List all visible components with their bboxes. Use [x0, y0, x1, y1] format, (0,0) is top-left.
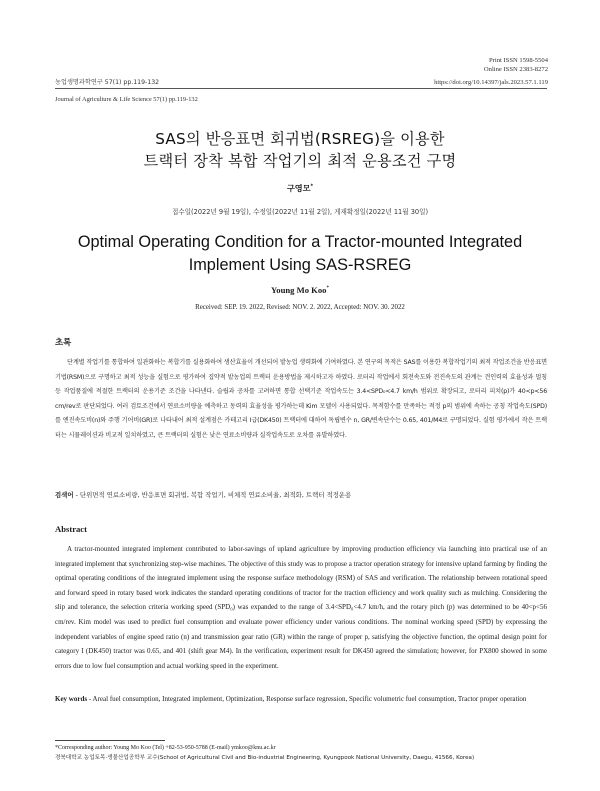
journal-citation-en: Journal of Agriculture & Life Science 57(1) pp.119-132: [55, 96, 198, 103]
print-issn: Print ISSN 1598-5504: [489, 57, 548, 64]
footnote-affiliation: 경북대학교 농업토목·생물산업공학부 교수(School of Agricultural Civil and Bio-industrial Engineering, Kyungpook National University, Daegu, 41566, Korea): [55, 755, 475, 761]
title-en-line-2: Implement Using SAS-RSREG: [188, 256, 412, 274]
keywords-en-label: Key words: [55, 695, 88, 703]
author-en: [0, 285, 600, 295]
dates-en: Received: SEP. 19. 2022, Revised: NOV. 2. 2022, Accepted: NOV. 30. 2022: [195, 304, 405, 311]
header-rule: [55, 88, 547, 89]
abstract-kr-text: 단계별 작업기를 통합하여 일관화하는 복합기를 실용화하여 생산효율이 개선되어 밭농업 생력화에 기여하였다. 본 연구의 목적은 SAS를 이용한 복합작업기의 최적 작업조건을 반응표면기법(RSM)으로 구명하고 최적 성능을 실험으로 평가하여 집약적 밭농업의 트랙터 운용방법을 제시하고자 하였다. 로터리 작업에서 회전속도와 전진속도의 관계는 견인력의 효율성과 멀칭 등 작업품질에 적절한 트랙터의 운용기준 조건을 나타낸다. 슬립과 공차를 고려하면 통합 선택기준 작업속도는 3.4<SPD₀<4.7 km/h 범위로 확장되고, 로터리 피치(p)가 40<p<56 cm/rev로 판단되었다. 여러 검토조건에서 연료소비량을 예측하고 동력의 효율성을 평가하는데 Kim 모델이 사용되었다. 목적함수를 만족하는 적정 p의 범위에 속하는 공칭 작업속도(SPD)를 엔진속도비(n)와 주행 기어비(GR)로 나타내어 최적 설계점은 카테고리 I급(DK450) 트랙터에 대하여 독립변수 n, GR/변속단수는 0.65, 401/M4로 구명되었다. 실험 평가에서 작은 트랙터는 시뮬레이션과 비교적 일치하였고, 큰 트랙터의 실험은 낮은 연료소비량과 실작업속도로 오차를 유발하였다.: [55, 359, 547, 439]
corresponding-mark-en: *: [326, 286, 329, 292]
title-en-line-1: Optimal Operating Condition for a Tractor-mounted Integrated: [77, 233, 523, 251]
keywords-kr-label: 검색어: [55, 491, 74, 499]
journal-citation-kr: 농업생명과학연구 57(1) pp.119-132: [55, 79, 160, 86]
abstract-en-body: [55, 542, 547, 673]
abstract-en-heading: Abstract: [55, 524, 87, 534]
doi-link[interactable]: https://doi.org/10.14397/jals.2023.57.1.119: [434, 79, 548, 86]
title-kr-line-1: SAS의 반응표면 회귀법(RSREG)을 이용한: [155, 130, 445, 148]
dates-kr: 접수일(2022년 9월 19일), 수정일(2022년 11월 2일), 게재확정일(2022년 11월 30일): [171, 208, 429, 216]
footnote-corresponding: *Corresponding author: Young Mo Koo (Tel) +82-53-950-5788 (E-mail) ymkoo@knu.ac.kr: [55, 745, 276, 751]
footnote-rule: [55, 740, 165, 741]
abstract-kr-heading: 초록: [55, 337, 72, 347]
author-kr: [0, 183, 600, 194]
keywords-en-list: - Areal fuel consumption, Integrated implement, Optimization, Response surface regression, Specific volumetric fuel consumption, Tractor proper operation: [88, 695, 527, 703]
corresponding-mark: *: [310, 183, 314, 190]
title-kr-line-2: 트랙터 장착 복합 작업기의 최적 운용조건 구명: [143, 152, 457, 170]
keywords-kr-list: - 단위면적 연료소비량, 반응표면 회귀법, 복합 작업기, 비체적 연료소비율, 최적화, 트랙터 적정운용: [75, 491, 352, 499]
abstract-en-text: A tractor-mounted integrated implement contributed to labor-savings of upland agriculture by improving production efficiency via launching into practical use of an integrated implement that synchronizing step-wise machines. The objective of this study was to propose a tractor operation strategy for intensive upland farming by finding the optimal operating conditions of the integrated implement using the response surface methodology (RSM) of SAS and verification. The relationship between rotational speed and forward speed in rotary based work indicates the standard operating conditions of tractor for the traction efficiency and work quality such as mulching. Considering the slip and tolerance, the selection criteria working speed (SPD₀) was expanded to the range of 3.4<SPD₀<4.7 km/h, and the rotary pitch (p) was determined to be 40<p<56 cm/rev. Kim model was used to predict fuel consumption and evaluate power efficiency under various conditions. The nominal working speed (SPD) by expressing the independent variables of engine speed ratio (n) and transmission gear ratio (GR) within the range of proper p, satisfying the objective function, the optimal design point for category I (DK450) tractor was 0.65, and 401 (shift gear M4). In the verification, experiment result for DK450 agreed the simulation; however, for PX800 showed in some errors due to low fuel consumption and actual working speed in the experiment.: [55, 545, 547, 670]
author-kr-name: 구영모: [286, 183, 311, 193]
keywords-kr: [55, 490, 547, 500]
keywords-en: [55, 693, 547, 705]
author-en-name: Young Mo Koo: [271, 285, 327, 295]
abstract-kr-body: [55, 356, 547, 444]
online-issn: Online ISSN 2383-8272: [483, 66, 548, 73]
